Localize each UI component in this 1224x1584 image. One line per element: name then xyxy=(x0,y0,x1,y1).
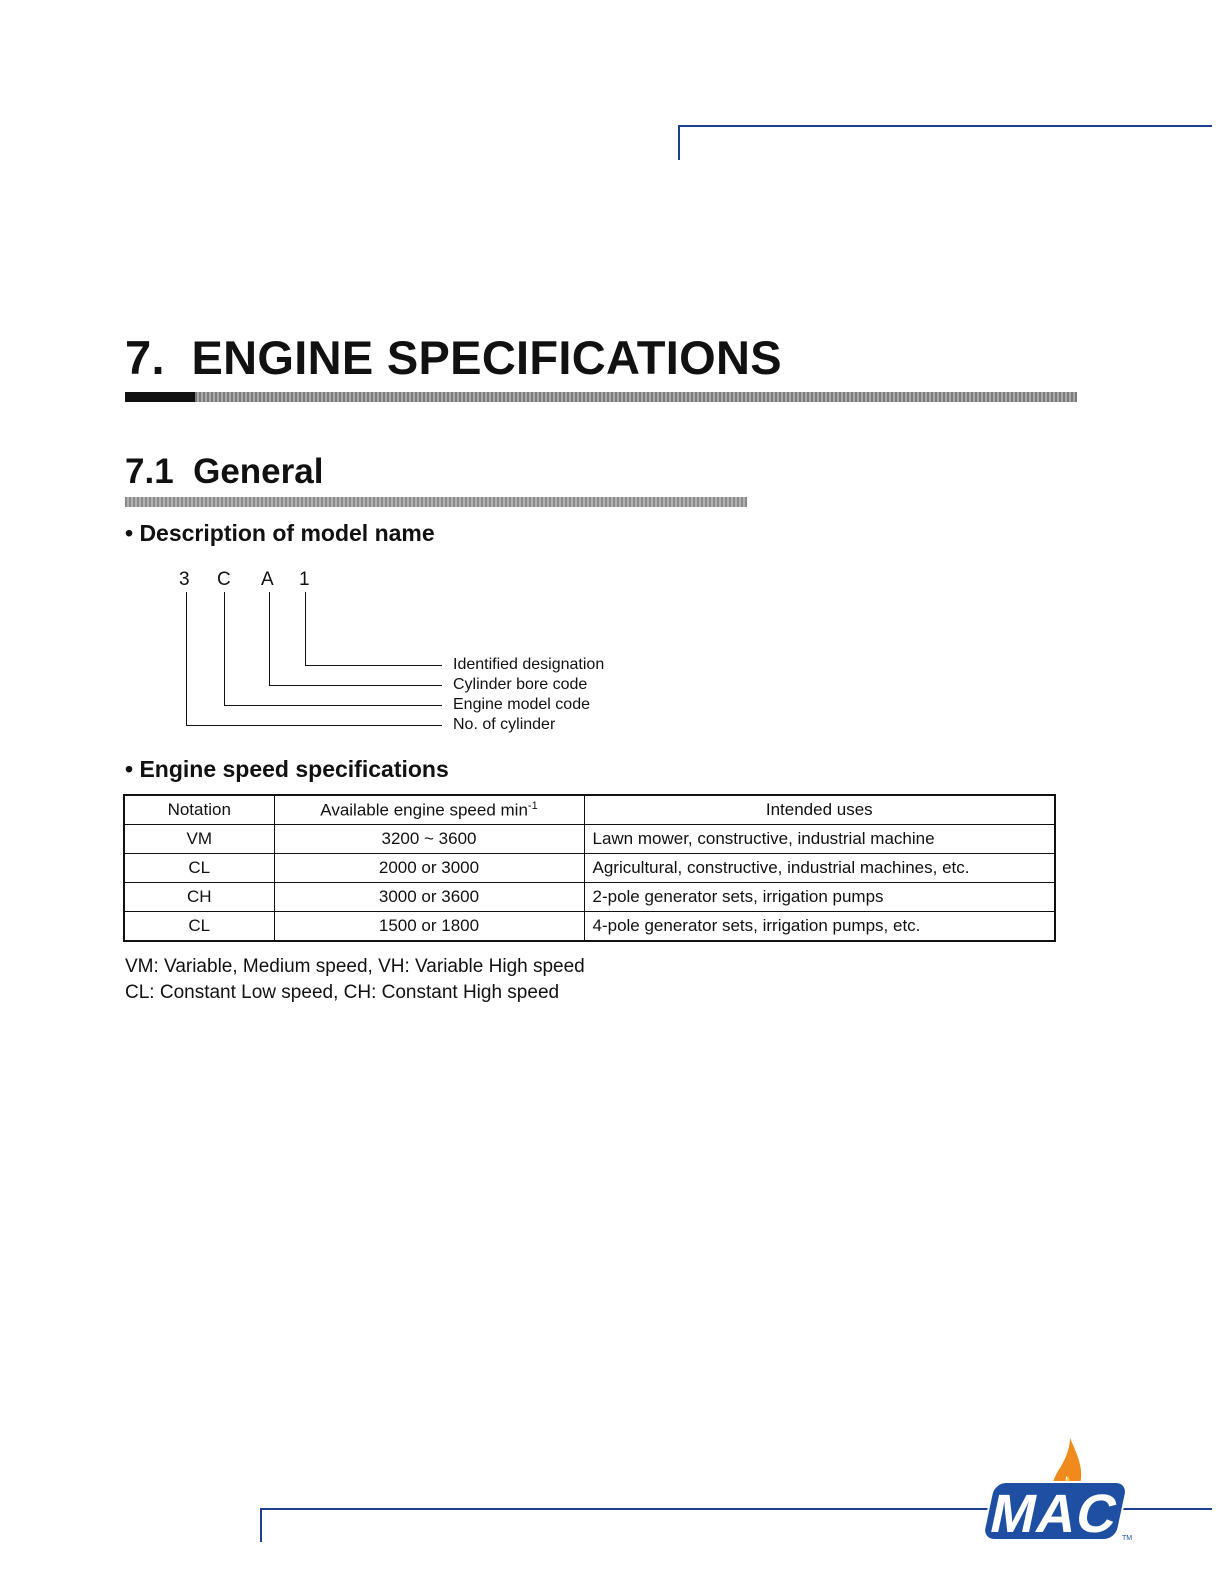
cell-speed: 1500 or 1800 xyxy=(274,912,584,942)
chapter-title: 7. ENGINE SPECIFICATIONS xyxy=(125,331,782,384)
engine-speed-heading: • Engine speed specifications xyxy=(125,756,449,782)
mac-logo xyxy=(982,1436,1142,1546)
connector-line xyxy=(305,665,442,666)
column-header-speed-text: Available engine speed min xyxy=(320,800,528,820)
connector-line xyxy=(269,592,270,685)
cell-uses: 2-pole generator sets, irrigation pumps xyxy=(584,883,1055,912)
chapter-title-underline xyxy=(195,392,1077,402)
table-header-row xyxy=(124,795,1055,825)
section-title-underline xyxy=(125,497,747,507)
cell-speed: 2000 or 3000 xyxy=(274,854,584,883)
svg-text:MAC: MAC xyxy=(985,1483,1124,1544)
cell-notation: CH xyxy=(124,883,274,912)
connector-line xyxy=(186,592,187,725)
model-letter-designation: 1 xyxy=(299,569,310,590)
cell-uses: Lawn mower, constructive, industrial machine xyxy=(584,825,1055,854)
connector-line xyxy=(305,592,306,665)
engine-speed-table xyxy=(123,794,1056,942)
header-rule xyxy=(678,125,1212,127)
connector-line xyxy=(186,725,442,726)
chapter-title-underline-accent xyxy=(125,392,195,402)
label-no-of-cylinder: No. of cylinder xyxy=(453,716,556,733)
cell-notation: CL xyxy=(124,854,274,883)
cell-speed: 3000 or 3600 xyxy=(274,883,584,912)
model-name-heading: • Description of model name xyxy=(125,520,435,546)
model-letter-engine-model: C xyxy=(217,569,231,590)
footer-rule-tick xyxy=(260,1508,262,1542)
note-line: VM: Variable, Medium speed, VH: Variable High speed xyxy=(125,956,585,977)
note-line: CL: Constant Low speed, CH: Constant High speed xyxy=(125,982,560,1003)
table-row xyxy=(124,883,1055,912)
table-row xyxy=(124,825,1055,854)
cell-speed: 3200 ~ 3600 xyxy=(274,825,584,854)
label-engine-model-code: Engine model code xyxy=(453,696,590,713)
column-header-speed xyxy=(274,795,584,825)
column-header-uses: Intended uses xyxy=(584,795,1055,825)
connector-line xyxy=(224,592,225,705)
column-header-notation: Notation xyxy=(124,795,274,825)
label-identified-designation: Identified designation xyxy=(453,656,605,673)
cell-notation: VM xyxy=(124,825,274,854)
table-row xyxy=(124,912,1055,942)
connector-line xyxy=(269,685,442,686)
speed-unit-exponent: -1 xyxy=(527,799,538,812)
model-letter-bore: A xyxy=(261,569,274,590)
section-title: 7.1 General xyxy=(125,452,324,491)
cell-notation: CL xyxy=(124,912,274,942)
header-rule-tick xyxy=(678,125,680,160)
table-row xyxy=(124,854,1055,883)
cell-uses: Agricultural, constructive, industrial machines, etc. xyxy=(584,854,1055,883)
model-letter-cylinders: 3 xyxy=(179,569,190,590)
svg-text:TM: TM xyxy=(1122,1535,1133,1542)
cell-uses: 4-pole generator sets, irrigation pumps, etc. xyxy=(584,912,1055,942)
label-cylinder-bore-code: Cylinder bore code xyxy=(453,676,588,693)
connector-line xyxy=(224,705,442,706)
